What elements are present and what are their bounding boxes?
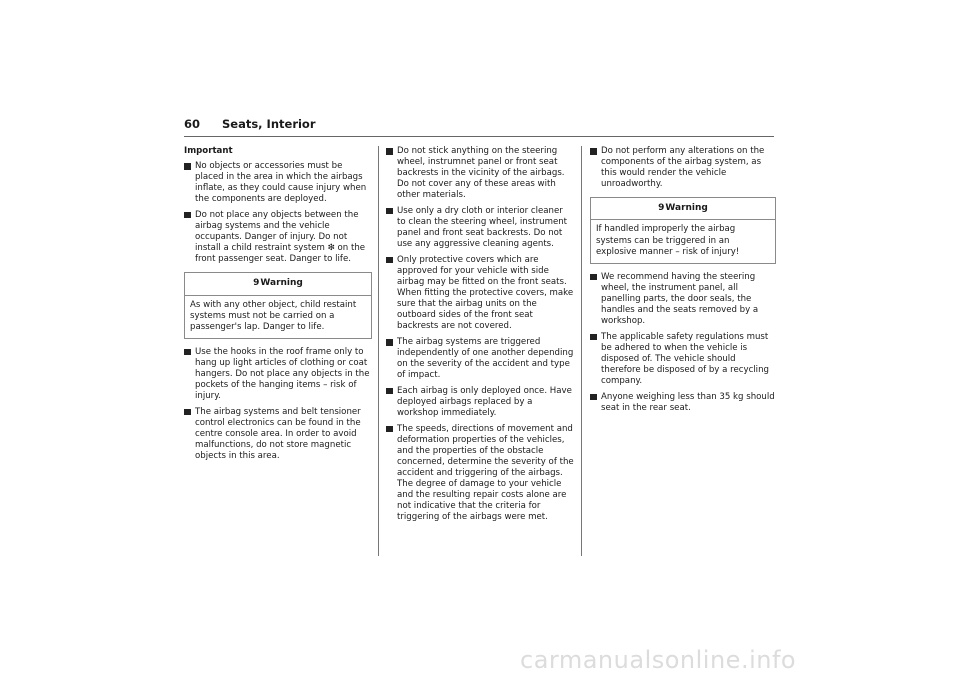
bullet-text: The airbag systems and belt tensioner control electronics can be found in the centre console area. In order to avoid malfunctions, do not store magnetic objects in this area. (195, 406, 361, 462)
list-item (386, 337, 574, 381)
list-item (386, 206, 574, 250)
bullet-text: Do not stick anything on the steering wheel, instrumnet panel or front seat backrests in the vicinity of the airbags. Do not cover any of these areas with other materials. (397, 146, 565, 201)
bullet-text: The airbag systems are triggered independently of one another depending on the severity of the accident and type of impact. (397, 337, 574, 381)
warning-body: If handled improperly the airbag systems can be triggered in an explosive manner – risk of injury! (591, 219, 775, 262)
section-title: Seats, Interior (222, 117, 316, 131)
column-2 (386, 146, 574, 528)
bullet-text: Do not perform any alterations on the components of the airbag system, as this would render the vehicle unroadworthy. (601, 146, 765, 190)
bullet-square-icon (386, 148, 393, 155)
list-item (386, 255, 574, 333)
bullet-square-icon (590, 148, 597, 155)
warning-body: As with any other object, child restaint systems must not be carried on a passenger's lap. Danger to life. (185, 295, 371, 338)
bullet-square-icon (590, 274, 597, 281)
bullet-text: The speeds, directions of movement and deformation properties of the vehicles, and the properties of the obstacle concerned, determine the severity of the accident and triggering of the airbags. The degree of damage to your vehicle and the resulting repair costs alone are not indicative that the criteria for triggering of the airbags were met. (397, 423, 574, 523)
warning-box (590, 197, 776, 263)
list-item (184, 210, 372, 265)
bullet-square-icon (386, 388, 393, 395)
list-item (184, 161, 372, 205)
list-item (590, 146, 776, 190)
warning-label: Warning (260, 278, 303, 289)
bullet-text: We recommend having the steering wheel, the instrument panel, all panelling parts, the door seals, the handles and the seats removed by a workshop. (601, 271, 759, 327)
watermark: carmanualsonline.info (520, 646, 797, 674)
list-item (386, 424, 574, 524)
bullet-square-icon (184, 163, 191, 170)
list-item (184, 347, 372, 402)
bullet-square-icon (386, 339, 393, 346)
bullet-text: No objects or accessories must be placed in the area in which the airbags inflate, as they could cause injury when the components are deployed. (195, 161, 367, 205)
list-item (590, 392, 776, 414)
column-3 (590, 146, 776, 418)
bullet-square-icon (184, 212, 191, 219)
bullet-square-icon (386, 426, 393, 433)
column-divider-1 (378, 146, 379, 556)
header-divider (184, 136, 774, 137)
bullet-text: Each airbag is only deployed once. Have deployed airbags replaced by a workshop immediately. (397, 385, 572, 419)
warning-title (185, 273, 371, 294)
important-heading: Important (184, 146, 233, 156)
bullet-text: Anyone weighing less than 35 kg should seat in the rear seat. (601, 391, 775, 413)
bullet-square-icon (184, 349, 191, 356)
bullet-square-icon (590, 334, 597, 341)
bullet-text: Use only a dry cloth or interior cleaner to clean the steering wheel, instrument panel and front seat backrests. Do not use any aggressive cleaning agents. (397, 205, 568, 250)
column-1 (184, 146, 372, 467)
list-item (386, 386, 574, 419)
list-item (590, 272, 776, 327)
bullet-square-icon (184, 409, 191, 416)
warning-label: Warning (665, 203, 708, 214)
bullet-square-icon (590, 394, 597, 401)
bullet-text: Do not place any objects between the airbag systems and the vehicle occupants. Danger of injury. Do not install a child restraint system ❇ on the front passenger seat. Danger to life. (195, 209, 366, 265)
column-divider-2 (581, 146, 582, 556)
bullet-square-icon (386, 257, 393, 264)
list-item (590, 332, 776, 387)
list-item (184, 407, 372, 462)
bullet-text: Only protective covers which are approved for your vehicle with side airbag may be fitted on the front seats. When fitting the protective covers, make sure that the airbag units on the outboard sides of the front seat backrests are not covered. (397, 254, 574, 332)
warning-box (184, 272, 372, 338)
warning-icon: 9 (658, 203, 665, 214)
page-number: 60 (184, 117, 201, 131)
bullet-text: Use the hooks in the roof frame only to hang up light articles of clothing or coat hangers. Do not place any objects in the pockets of the hanging items – risk of injury. (195, 346, 370, 402)
bullet-square-icon (386, 208, 393, 215)
list-item (386, 146, 574, 201)
warning-title (591, 198, 775, 219)
bullet-text: The applicable safety regulations must be adhered to when the vehicle is disposed of. The vehicle should therefore be disposed of by a recycling company. (601, 331, 769, 387)
page-header (184, 117, 316, 131)
warning-icon: 9 (253, 278, 260, 289)
